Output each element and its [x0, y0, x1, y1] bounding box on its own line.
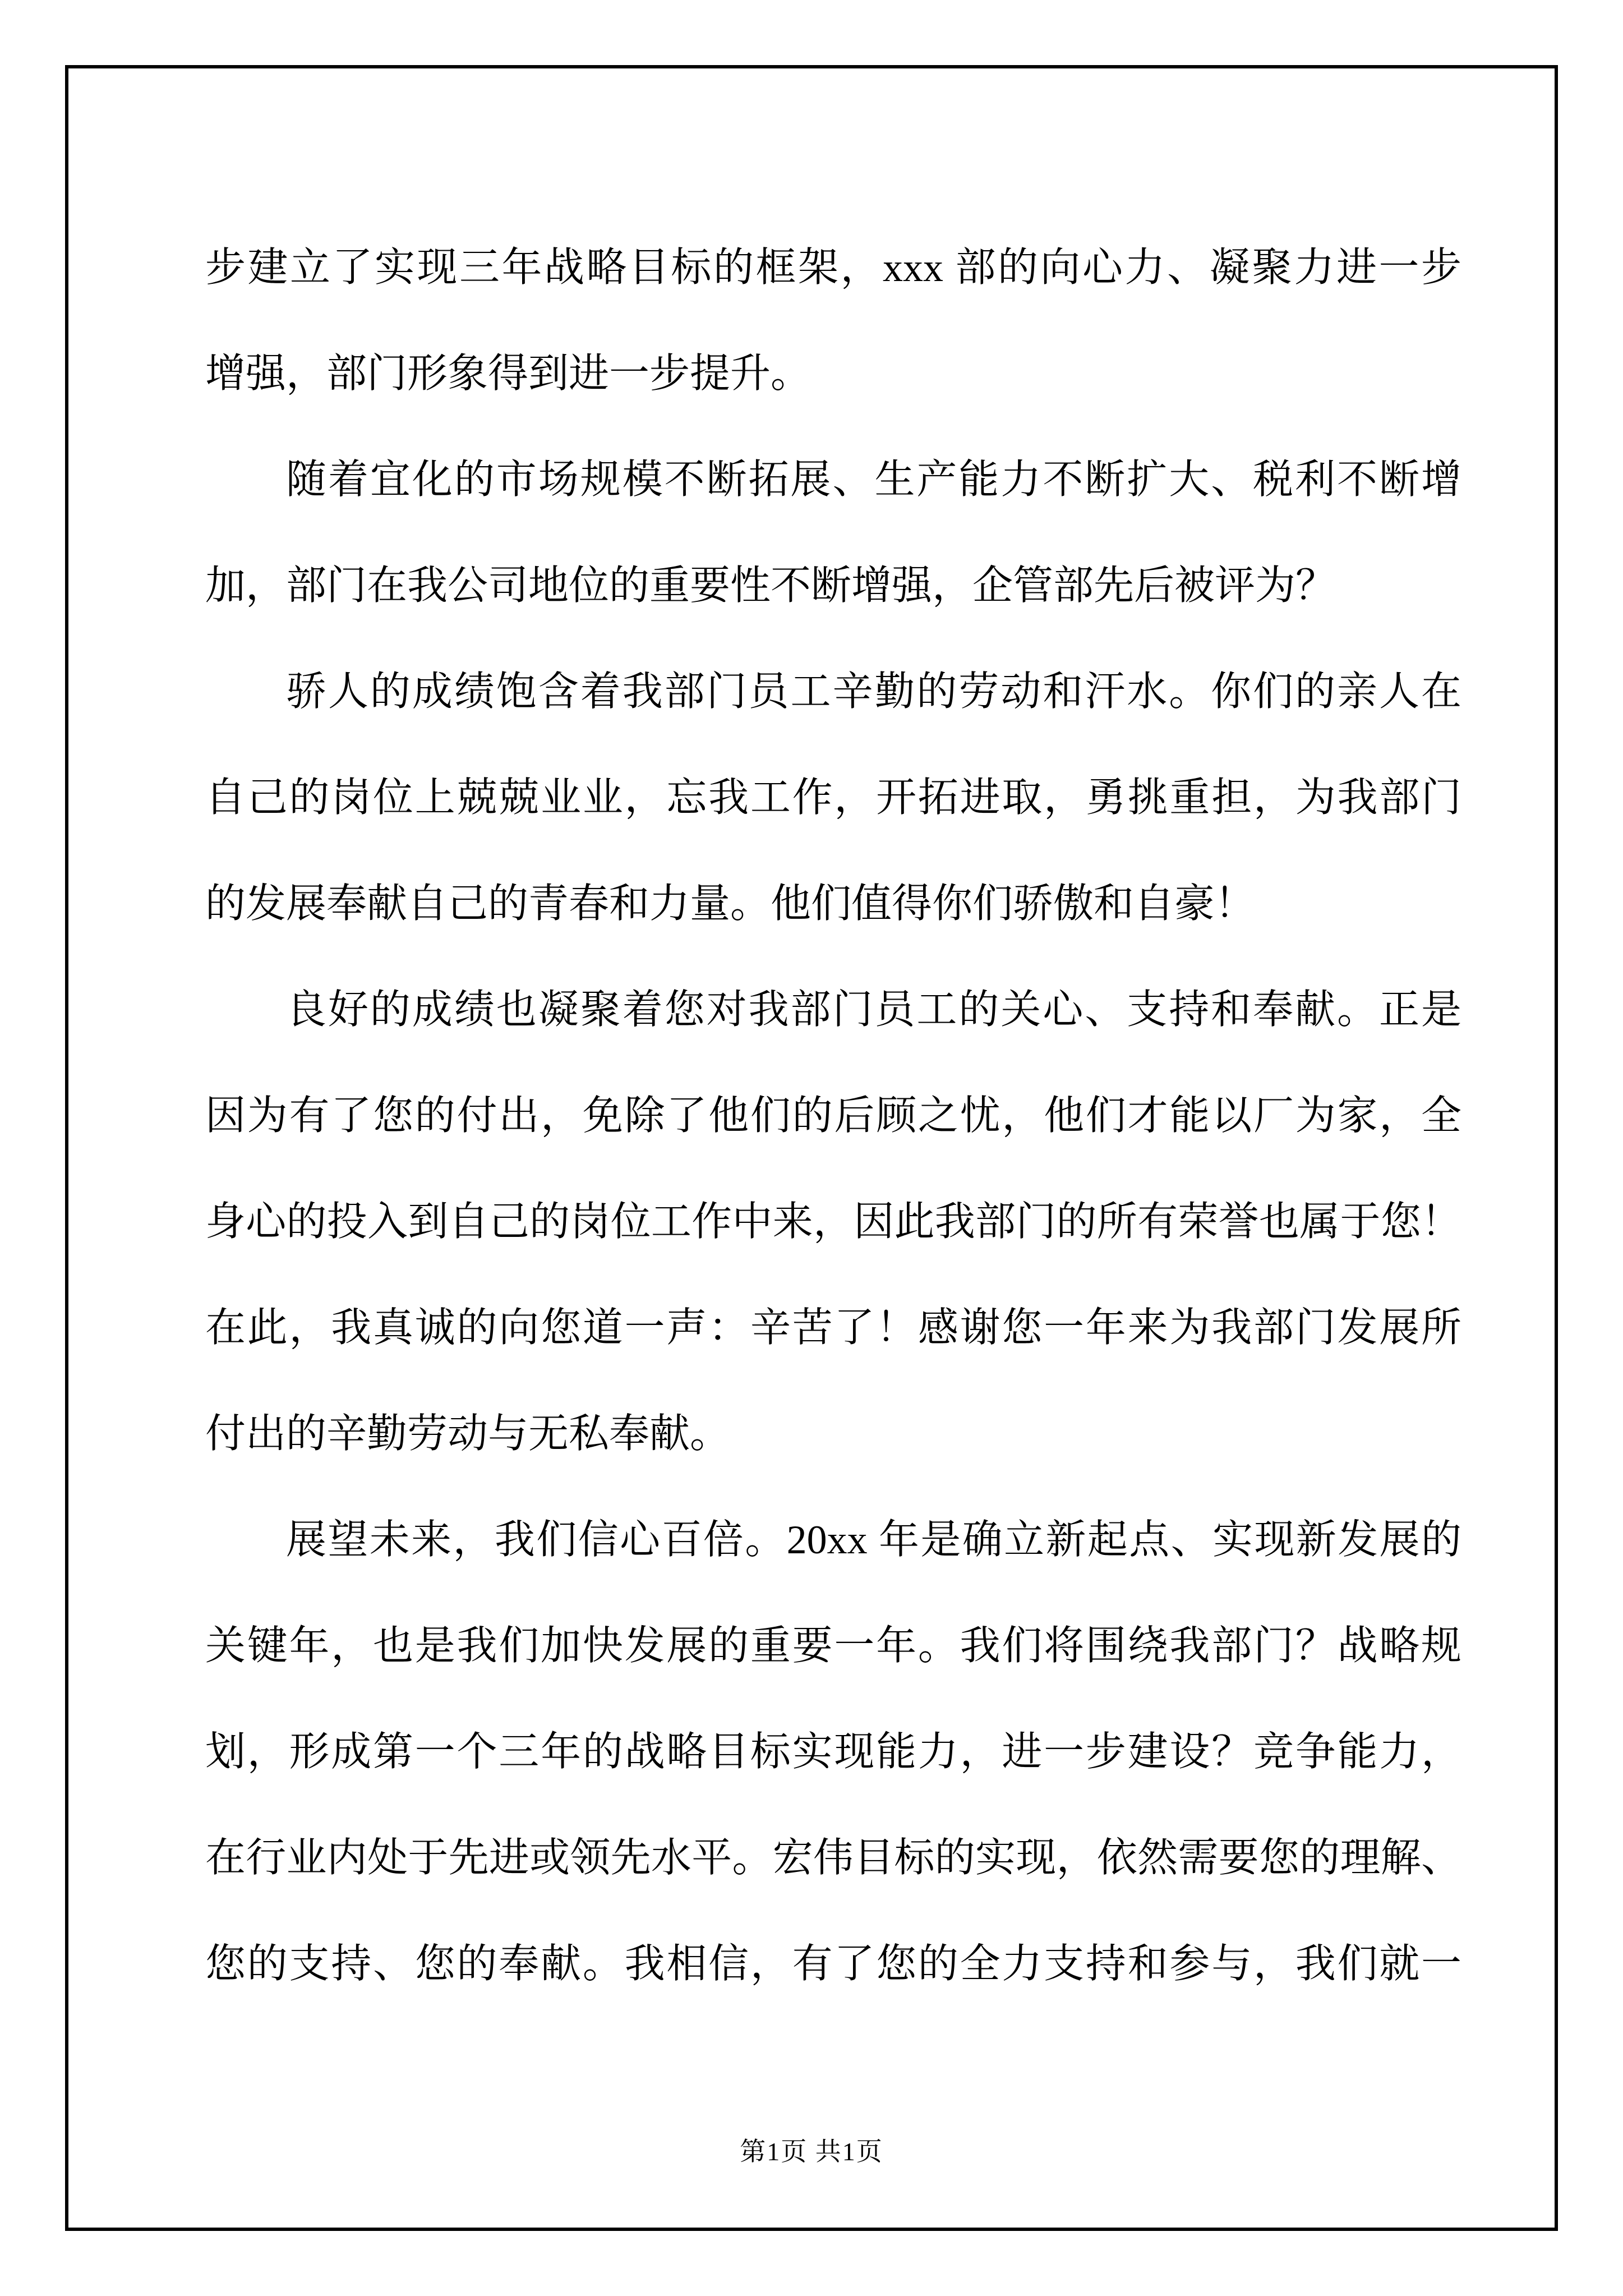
page-footer [68, 2129, 1555, 2174]
text-line: 步建立了实现三年战略目标的框架，xxx 部的向心力、凝聚力进一步 [205, 245, 1461, 290]
text-line: 的发展奉献自己的青春和力量。他们值得你们骄傲和自豪！ [205, 881, 1256, 926]
text-line: 增强，部门形象得到进一步提升。 [205, 351, 811, 396]
text-line: 骄人的成绩饱含着我部门员工辛勤的劳动和汗水。你们的亲人在 [286, 669, 1461, 714]
text-line: 关键年，也是我们加快发展的重要一年。我们将围绕我部门？战略规 [205, 1623, 1461, 1668]
text-line: 划，形成第一个三年的战略目标实现能力，进一步建设？竞争能力， [205, 1729, 1461, 1774]
page-number-label: 第1页 共1页 [740, 2137, 883, 2166]
text-line: 在行业内处于先进或领先水平。宏伟目标的实现，依然需要您的理解、 [205, 1835, 1461, 1880]
text-line: 您的支持、您的奉献。我相信，有了您的全力支持和参与，我们就一 [205, 1941, 1461, 1986]
text-line: 加，部门在我公司地位的重要性不断增强，企管部先后被评为？ [205, 563, 1336, 608]
text-line: 随着宜化的市场规模不断拓展、生产能力不断扩大、税利不断增 [286, 457, 1461, 502]
text-line: 身心的投入到自己的岗位工作中来，因此我部门的所有荣誉也属于您！ [205, 1199, 1461, 1244]
text-line: 因为有了您的付出，免除了他们的后顾之忧，他们才能以厂为家，全 [205, 1093, 1461, 1138]
text-line: 在此，我真诚的向您道一声：辛苦了！感谢您一年来为我部门发展所 [205, 1305, 1461, 1350]
document-body [205, 215, 1461, 2017]
text-line: 展望未来，我们信心百倍。20xx 年是确立新起点、实现新发展的 [286, 1517, 1461, 1562]
text-line: 良好的成绩也凝聚着您对我部门员工的关心、支持和奉献。正是 [286, 987, 1461, 1032]
text-line: 自己的岗位上兢兢业业，忘我工作，开拓进取，勇挑重担，为我部门 [205, 775, 1461, 820]
text-line: 付出的辛勤劳动与无私奉献。 [205, 1411, 731, 1456]
